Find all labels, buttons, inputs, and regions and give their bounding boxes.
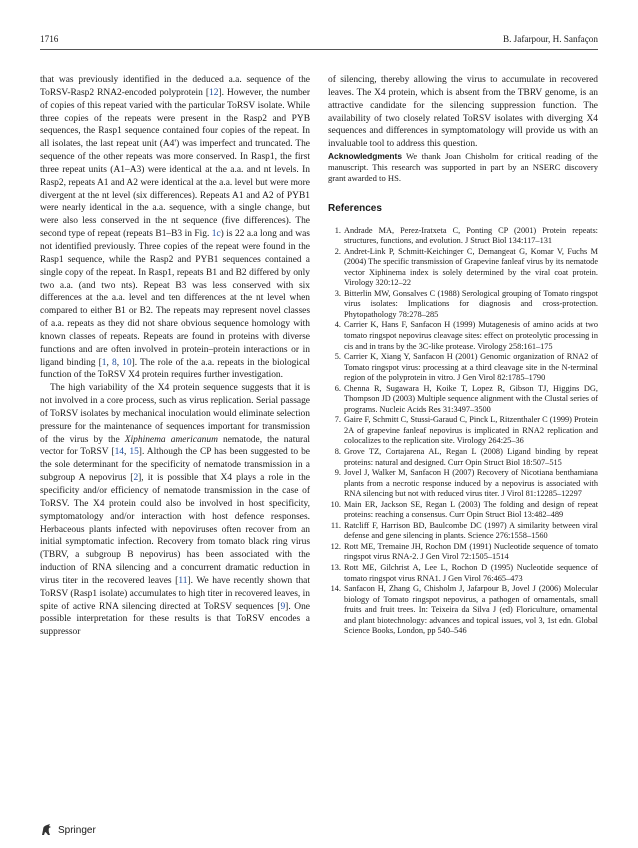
body-paragraph-1: that was previously identified in the deduced a.a. sequence of the ToRSV-Rasp2 RNA2-encoded polyprotein [12]. However, the number of copies of this repeat varied with the particular ToRSV isolate. While three copies of the repeats were present in the Rasp2 and PYB sequences, the Rasp1 sequence contained four copies of the repeat. In all isolates, the last repeat unit (A4') was imperfect and truncated. The sequence of the other repeats was more conserved. In Rasp1, the first three repeat units (A1–A3) were identical at the a.a. and nt levels. In Rasp2, repeats A1 and A2 were identical at the a.a. level but were more divergent at the nt level (six differences). Repeats A1 and A2 of PYB1 were nearly identical in the a.a. sequence, with a single change, but were also less conserved in the nt sequence (five differences). The second type of repeat (repeats B1–B3 in Fig. 1c) is 22 a.a long and was not identified previously. Three copies of the repeat were found in the Rasp1 sequence, while the Rasp2 and PYB1 sequences contained a single copy of the repeat. In Rasp1, repeats B1 and B2 differed by only two a.a. (and two nts). Repeat B3 was less conserved with six differences at the a.a. level and ten differences at the nt level when compared to either B1 or B2. The repeats may represent novel classes of a.a. repeats as they did not share obvious sequence homology with known classes of repeats. Repeats are found in proteins with diverse functions and are often involved in protein–protein interactions or in ligand binding [1, 8, 10]. The role of the a.a. repeats in the biological function of the ToRSV X4 protein requires further investigation.: [40, 75, 311, 381]
reference-item: [328, 320, 598, 352]
reference-item: [328, 521, 598, 542]
reference-number: 1.: [334, 225, 341, 235]
reference-number: 12.: [330, 541, 341, 551]
citation-link[interactable]: 11: [178, 575, 188, 586]
reference-text: Ratcliff F, Harrison BD, Baulcombe DC (1997) A similarity between viral defense and gene silencing in plants. Science 276:1558–1560: [344, 520, 598, 541]
citation-link[interactable]: 1: [101, 357, 107, 368]
references-heading: References: [328, 202, 382, 214]
reference-item: [328, 247, 598, 289]
acknowledgments-text: We thank Joan Chisholm for critical reading of the manuscript. This research was supported in part by an NSERC discovery grant awarded to HS.: [328, 151, 598, 184]
page-number: 1716: [40, 34, 59, 44]
reference-number: 4.: [334, 320, 341, 330]
body-paragraph-3: of silencing, thereby allowing the virus to accumulate in recovered leaves. The X4 protein, which is absent from the TBRV genome, is an attractive candidate for the silencing suppression function. The availability of two closely related ToRSV isolates with diverging X4 sequences and differences in symptomatology will provide us with an invaluable tool to address this question.: [328, 75, 598, 150]
citation-link[interactable]: 9: [280, 601, 286, 612]
reference-text: Carrier K, Xiang Y, Sanfacon H (2001) Genomic organization of RNA2 of Tomato ringspot virus: processing at a third cleavage site in the N-terminal region of the polyprotein in vitro. J Gen Virol 82:1785–1790: [344, 352, 598, 383]
running-authors: B. Jafarpour, H. Sanfaçon: [502, 34, 598, 44]
reference-item: [328, 226, 598, 247]
reference-item: [328, 542, 598, 563]
citation-link[interactable]: 8: [111, 357, 117, 368]
acknowledgments: [328, 151, 598, 185]
right-column: [328, 74, 598, 637]
reference-number: 11.: [330, 520, 341, 530]
reference-text: Rott ME, Gilchrist A, Lee L, Rochon D (1995) Nucleotide sequence of tomato ringspot virus RNA1. J Gen Virol 76:465–473: [344, 563, 598, 583]
reference-number: 13.: [330, 563, 341, 573]
reference-number: 8.: [334, 447, 341, 456]
reference-text: Jovel J, Walker M, Sanfacon H (2007) Recovery of Nicotiana benthamiana plants from a necrotic response induced by a nepovirus is associated with RNA silencing but not with reduced virus titer. J Virol 81:12285–12297: [344, 468, 598, 499]
reference-text: Andret-Link P, Schmitt-Keichinger C, Demangeat G, Komar V, Fuchs M (2004) The specific transmission of Grapevine fanleaf virus by its nematode vector Xiphinema index is solely determined by the viral coat protein. Virology 320:12–22: [344, 246, 598, 288]
citation-link[interactable]: 15: [129, 447, 139, 458]
body-paragraph-2: The high variability of the X4 protein sequence suggests that it is not involved in a core process, such as virus replication. Serial passage of ToRSV isolates by mechanical inoculation would eliminate selection pressure for the maintenance of sequences important for transmission of the virus by the Xiphinema americanum nematode, the natural vector for ToRSV [14, 15]. Although the CP has been suggested to be the sole determinant for the specificity of nematode transmission in a subgroup A nepovirus [2], it is possible that X4 plays a role in the specificity and/or efficiency of nematode transmission in the case of ToRSV. The X4 protein could also be involved in host specificity, symptomatology and/or interaction with host defence responses. Herbaceous plants infected with nepoviruses often recover from an initial symptomatic infection. Recovery from tomato black ring virus (TBRV, a subgroup B nepovirus) has been associated with the induction of RNA silencing and a concurrent dramatic reduction in virus titer in the recovered leaves [11]. We have recently shown that ToRSV (Rasp1 isolate) accumulates to high titer in recovered leaves, in spite of active RNA silencing directed at ToRSV sequences [9]. One possible interpretation for these results is that ToRSV encodes a suppressor: [40, 383, 311, 638]
citation-link[interactable]: 2: [133, 473, 139, 484]
reference-number: 9.: [334, 468, 341, 478]
reference-text: Gaire F, Schmitt C, Stussi-Garaud C, Pinck L, Ritzenthaler C (1999) Protein 2A of grapevine fanleaf nepovirus is implicated in RNA2 replication and colocalizes to the replication site. Virology 264:25–36: [344, 415, 598, 446]
springer-horse-icon: [40, 823, 54, 837]
reference-item: [328, 468, 598, 500]
reference-text: Grove TZ, Cortajarena AL, Regan L (2008) Ligand binding by repeat proteins: natural and designed. Curr Opin Struct Biol 18:507–515: [344, 447, 598, 467]
reference-number: 5.: [334, 352, 341, 362]
reference-number: 6.: [334, 383, 341, 393]
reference-number: 10.: [330, 499, 341, 509]
reference-item: [328, 500, 598, 521]
reference-text: Main ER, Jackson SE, Regan L (2003) The folding and design of repeat proteins: reaching a consensus. Curr Opin Struct Biol 13:482–489: [344, 499, 598, 520]
reference-text: Sanfacon H, Zhang G, Chisholm J, Jafarpour B, Jovel J (2006) Molecular biology of Tomato ringspot nepovirus, a pathogen of ornamentals, small fruits and fruit trees. In: Teixeira da Silva J (ed) Floriculture, ornamental and plant biotechnology: advances and topical issues, vol 3, 1st edn. Global Science Books, London, pp 540–546: [344, 584, 598, 636]
reference-item: [328, 584, 598, 637]
figure-link[interactable]: 1c: [211, 229, 221, 240]
reference-list: [328, 226, 598, 637]
reference-number: 7.: [334, 415, 341, 425]
reference-item: [328, 415, 598, 447]
reference-number: 14.: [330, 584, 341, 594]
reference-number: 2.: [334, 246, 341, 256]
header-rule: [40, 49, 598, 50]
reference-text: Chenna R, Sugawara H, Koike T, Lopez R, Gibson TJ, Higgins DG, Thompson JD (2003) Multiple sequence alignment with the Clustal series of programs. Nucleic Acids Res 31:3497–3500: [344, 383, 598, 414]
reference-item: [328, 352, 598, 384]
reference-item: [328, 289, 598, 321]
publisher-logo-text: Springer: [58, 824, 96, 836]
page-header: [40, 34, 598, 45]
left-column: [40, 74, 310, 639]
species-name: Xiphinema americanum: [124, 434, 218, 445]
citation-link[interactable]: 12: [209, 87, 219, 98]
citation-link[interactable]: 10: [122, 357, 132, 368]
reference-item: [328, 447, 598, 468]
citation-link[interactable]: 14: [114, 447, 124, 458]
reference-text: Bitterlin MW, Gonsalves C (1988) Serological grouping of Tomato ringspot virus isolates: Implications for diagnosis and cross-protection. Phytopathology 78:278–285: [344, 288, 598, 319]
reference-text: Andrade MA, Perez-Iratxeta C, Ponting CP (2001) Protein repeats: structures, functions, and evolution. J Struct Biol 134:117–131: [344, 225, 598, 246]
reference-number: 3.: [334, 288, 341, 298]
reference-item: [328, 563, 598, 584]
reference-item: [328, 384, 598, 416]
reference-text: Carrier K, Hans F, Sanfacon H (1999) Mutagenesis of amino acids at two tomato ringspot nepovirus cleavage sites: effect on proteolytic processing in cis and in trans by the 3C-like protease. Virology 258:161–175: [344, 320, 598, 351]
page-footer: [40, 823, 96, 837]
reference-text: Rott ME, Tremaine JH, Rochon DM (1991) Nucleotide sequence of tomato ringspot virus RNA-2. J Gen Virol 72:1505–1514: [344, 541, 598, 562]
acknowledgments-label: Acknowledgments: [328, 151, 402, 162]
